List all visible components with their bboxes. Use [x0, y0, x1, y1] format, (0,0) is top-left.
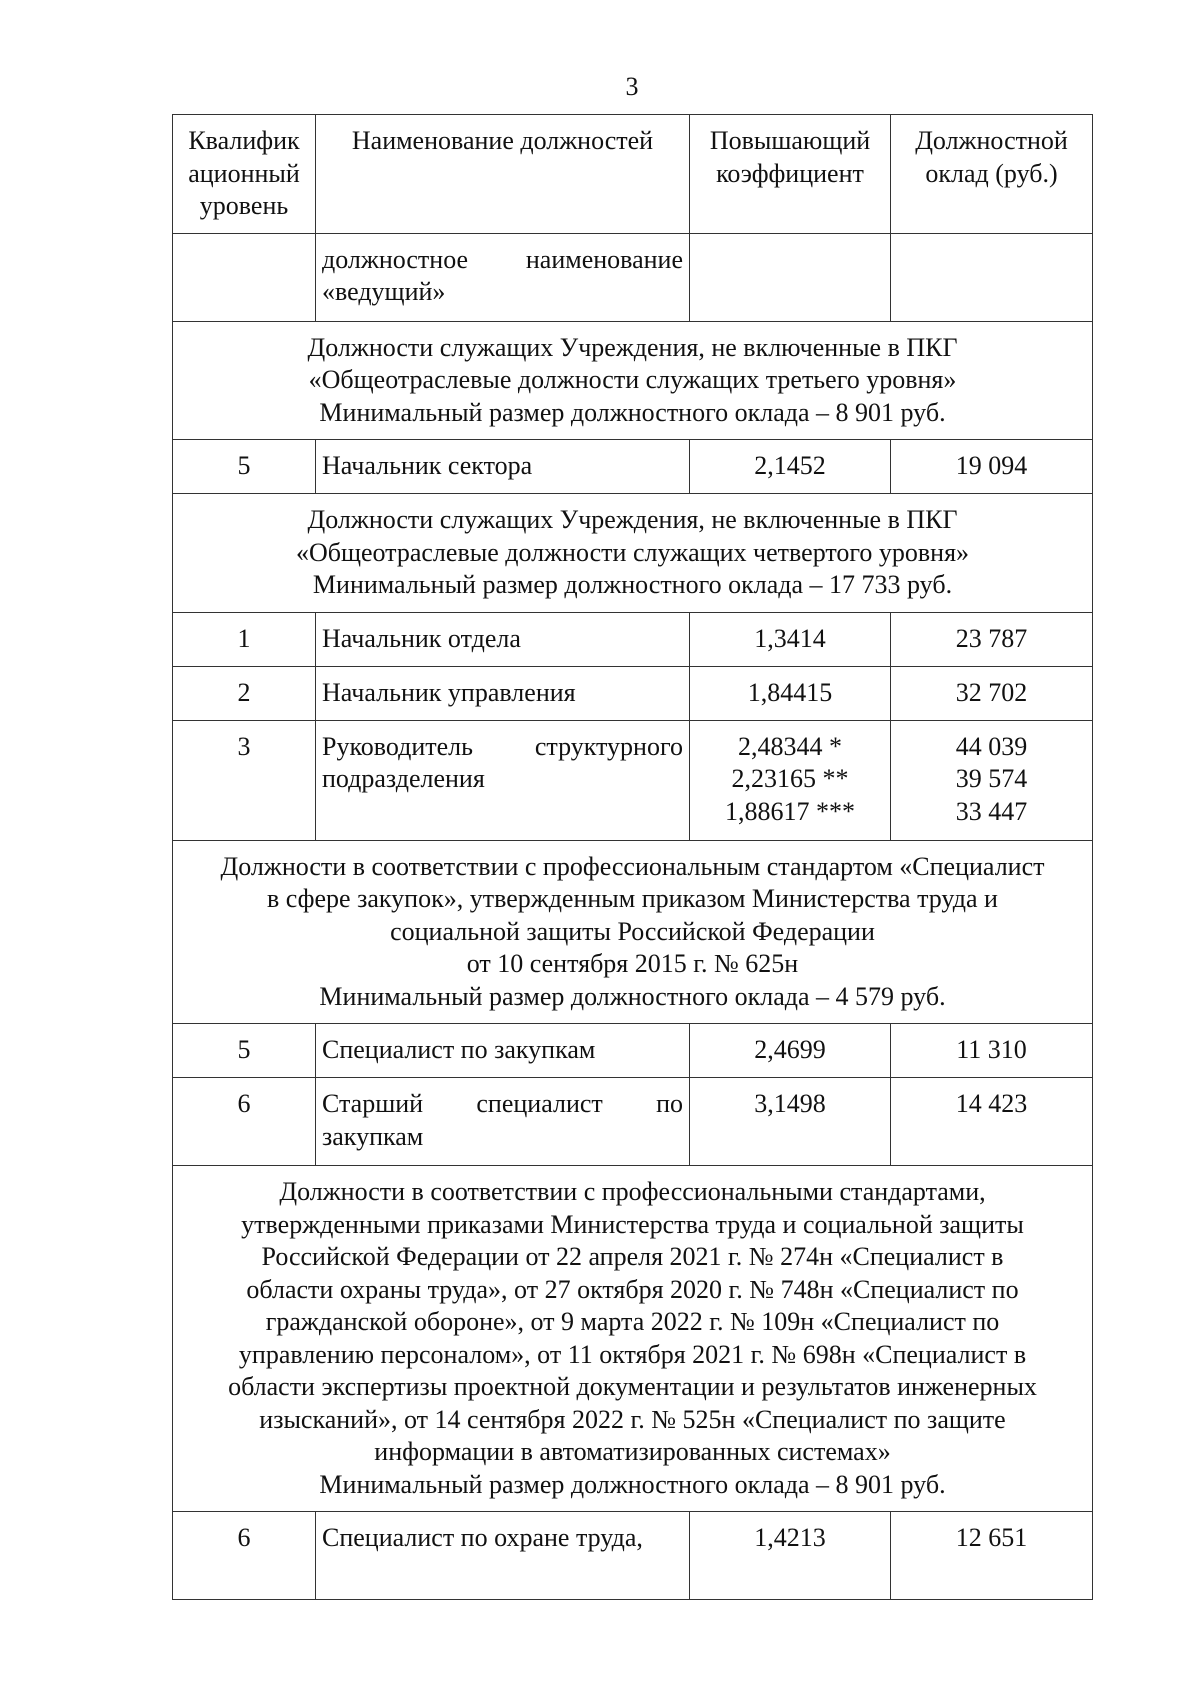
cell-salary	[891, 720, 1093, 840]
salary-value: 44 039	[955, 731, 1028, 761]
header-name: Наименование должностей	[316, 115, 690, 234]
group-heading-line: области экспертизы проектной документации и результатов инженерных	[228, 1372, 1037, 1401]
cell-level: 5	[173, 1024, 316, 1078]
table-row	[173, 440, 1093, 494]
coefficient-value: 2,4699	[754, 1035, 826, 1064]
salary-value: 19 094	[955, 451, 1028, 480]
group-heading-line: от 10 сентября 2015 г. № 625н	[466, 949, 799, 978]
group-heading-line: Российской Федерации от 22 апреля 2021 г. № 274н «Специалист в	[261, 1242, 1004, 1271]
cell-position-name: Начальник отдела	[316, 612, 690, 666]
group-heading	[173, 840, 1093, 1024]
cell-level: 6	[173, 1078, 316, 1166]
salary-value: 33 447	[955, 796, 1028, 826]
group-heading-line: Минимальный размер должностного оклада – 4 579 руб.	[319, 981, 946, 1011]
salary-value: 11 310	[956, 1035, 1027, 1064]
salary-table	[172, 114, 1093, 1600]
continuation-level	[173, 233, 316, 321]
cell-salary	[891, 612, 1093, 666]
coefficient-value: 1,3414	[754, 623, 826, 653]
group-heading-line: социальной защиты Российской Федерации	[390, 916, 875, 946]
cell-coefficient	[690, 1512, 891, 1600]
page-number: 3	[625, 72, 639, 101]
group-heading-row	[173, 494, 1093, 613]
table-row	[173, 666, 1093, 720]
table-row	[173, 1024, 1093, 1078]
continuation-salary	[891, 233, 1093, 321]
group-heading-line: управлению персоналом», от 11 октября 2021 г. № 698н «Специалист в	[238, 1339, 1027, 1369]
group-heading-line: Должности в соответствии с профессиональными стандартами,	[279, 1177, 986, 1206]
group-heading-row	[173, 1166, 1093, 1512]
group-heading-row	[173, 321, 1093, 440]
cell-coefficient	[690, 1078, 891, 1166]
cell-position-name: Руководитель структурного подразделения	[316, 720, 690, 840]
coefficient-value: 2,23165 **	[731, 764, 849, 793]
continuation-name: должностное наименование «ведущий»	[316, 233, 690, 321]
cell-salary	[891, 1512, 1093, 1600]
cell-coefficient	[690, 1024, 891, 1078]
group-heading-line: изысканий», от 14 сентября 2022 г. № 525н «Специалист по защите	[259, 1404, 1006, 1434]
table-row	[173, 1078, 1093, 1166]
salary-value: 14 423	[955, 1089, 1028, 1118]
cell-salary	[891, 1024, 1093, 1078]
cell-position-name: Специалист по охране труда,	[316, 1512, 690, 1600]
coefficient-value: 2,48344 *	[738, 731, 842, 761]
table-row	[173, 720, 1093, 840]
group-heading-line: Должности служащих Учреждения, не включенные в ПКГ	[307, 505, 958, 534]
group-heading-line: Минимальный размер должностного оклада – 8 901 руб.	[319, 1469, 946, 1499]
table-header-row	[173, 115, 1093, 234]
cell-level: 5	[173, 440, 316, 494]
cell-position-name: Начальник управления	[316, 666, 690, 720]
cell-coefficient	[690, 666, 891, 720]
cell-level: 2	[173, 666, 316, 720]
cell-level: 6	[173, 1512, 316, 1600]
group-heading-line: «Общеотраслевые должности служащих третьего уровня»	[308, 365, 957, 394]
cell-coefficient	[690, 720, 891, 840]
salary-value: 12 651	[955, 1523, 1028, 1552]
group-heading-line: Минимальный размер должностного оклада – 17 733 руб.	[312, 570, 953, 599]
coefficient-value: 1,84415	[747, 677, 833, 707]
group-heading-line: области охраны труда», от 27 октября 2020 г. № 748н «Специалист по	[246, 1274, 1019, 1304]
group-heading	[173, 1166, 1093, 1512]
group-heading-line: Минимальный размер должностного оклада – 8 901 руб.	[319, 397, 946, 427]
cell-position-name: Старший специалист по закупкам	[316, 1078, 690, 1166]
cell-coefficient	[690, 612, 891, 666]
salary-value: 23 787	[955, 623, 1028, 653]
group-heading-line: утвержденными приказами Министерства труда и социальной защиты	[241, 1209, 1024, 1239]
cell-coefficient	[690, 440, 891, 494]
group-heading-line: в сфере закупок», утвержденным приказом Министерства труда и	[267, 884, 998, 913]
group-heading-line: Должности служащих Учреждения, не включенные в ПКГ	[307, 332, 958, 362]
coefficient-value: 2,1452	[754, 451, 826, 480]
continuation-row	[173, 233, 1093, 321]
cell-salary	[891, 666, 1093, 720]
table-row	[173, 1512, 1093, 1600]
cell-salary	[891, 440, 1093, 494]
table-row	[173, 612, 1093, 666]
group-heading	[173, 494, 1093, 613]
header-level: Квалифик ационный уровень	[173, 115, 316, 234]
cell-salary	[891, 1078, 1093, 1166]
coefficient-value: 1,4213	[754, 1523, 826, 1552]
salary-value: 39 574	[955, 764, 1028, 793]
continuation-coefficient	[690, 233, 891, 321]
group-heading-line: «Общеотраслевые должности служащих четвертого уровня»	[295, 537, 970, 567]
salary-value: 32 702	[955, 677, 1028, 707]
group-heading-line: гражданской обороне», от 9 марта 2022 г. № 109н «Специалист по	[265, 1307, 1000, 1336]
group-heading-line: информации в автоматизированных системах»	[374, 1437, 891, 1466]
cell-level: 3	[173, 720, 316, 840]
header-salary: Должностной оклад (руб.)	[891, 115, 1093, 234]
cell-level: 1	[173, 612, 316, 666]
header-coefficient: Повышающий коэффициент	[690, 115, 891, 234]
coefficient-value: 1,88617 ***	[725, 796, 855, 826]
coefficient-value: 3,1498	[754, 1089, 826, 1118]
group-heading	[173, 321, 1093, 440]
group-heading-row	[173, 840, 1093, 1024]
group-heading-line: Должности в соответствии с профессиональным стандартом «Специалист	[220, 851, 1045, 881]
cell-position-name: Начальник сектора	[316, 440, 690, 494]
cell-position-name: Специалист по закупкам	[316, 1024, 690, 1078]
